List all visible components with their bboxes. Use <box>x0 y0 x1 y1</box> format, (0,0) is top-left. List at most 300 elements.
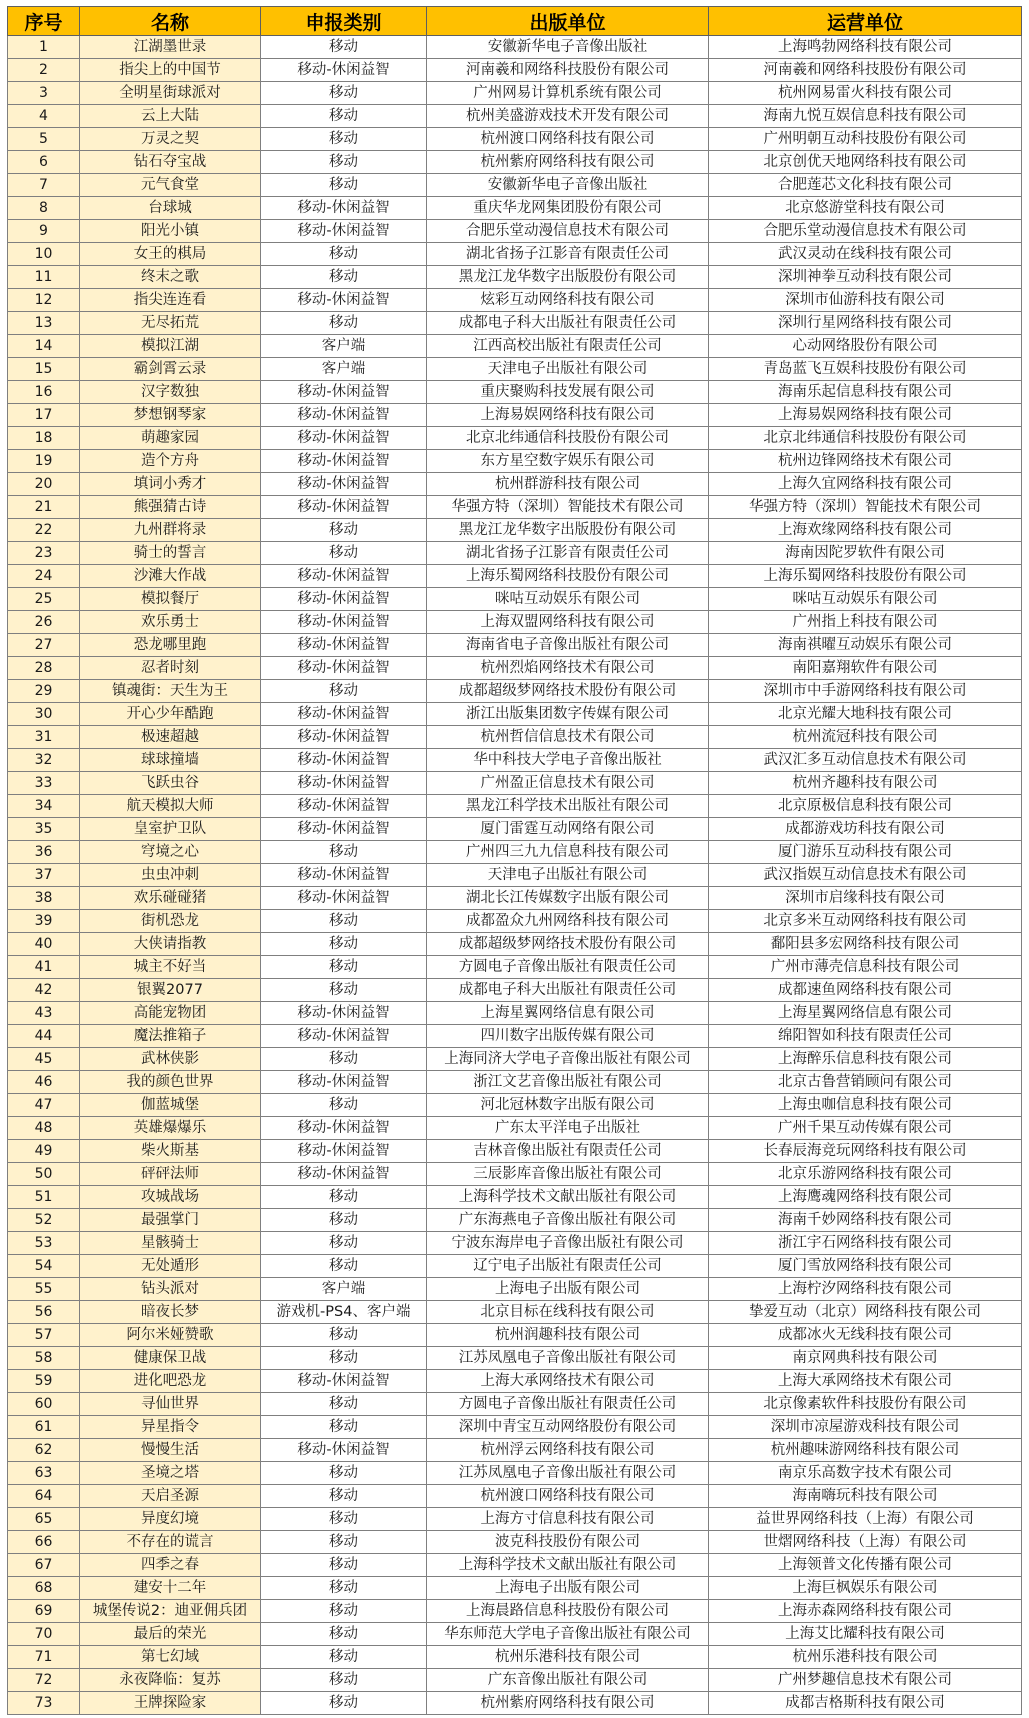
cell-name: 台球城 <box>80 197 261 220</box>
cell-category: 移动 <box>261 1623 427 1646</box>
cell-publisher: 河南羲和网络科技股份有限公司 <box>427 59 709 82</box>
cell-publisher: 炫彩互动网络科技有限公司 <box>427 289 709 312</box>
cell-index: 33 <box>8 772 80 795</box>
cell-name: 极速超越 <box>80 726 261 749</box>
cell-index: 46 <box>8 1071 80 1094</box>
cell-index: 2 <box>8 59 80 82</box>
cell-name: 圣境之塔 <box>80 1462 261 1485</box>
cell-index: 49 <box>8 1140 80 1163</box>
cell-name: 全明星街球派对 <box>80 82 261 105</box>
cell-operator: 合肥莲芯文化科技有限公司 <box>709 174 1022 197</box>
table-row <box>8 726 1022 749</box>
cell-index: 40 <box>8 933 80 956</box>
cell-index: 10 <box>8 243 80 266</box>
cell-name: 阳光小镇 <box>80 220 261 243</box>
cell-category: 移动 <box>261 1393 427 1416</box>
table-row <box>8 1094 1022 1117</box>
cell-operator: 绵阳智如科技有限责任公司 <box>709 1025 1022 1048</box>
cell-publisher: 成都电子科大出版社有限责任公司 <box>427 312 709 335</box>
cell-operator: 广州指上科技有限公司 <box>709 611 1022 634</box>
cell-category: 移动 <box>261 1669 427 1692</box>
game-approval-table <box>7 6 1022 1715</box>
cell-category: 移动-休闲益智 <box>261 657 427 680</box>
cell-name: 钻石夺宝战 <box>80 151 261 174</box>
cell-index: 5 <box>8 128 80 151</box>
cell-operator: 深圳市凉屋游戏科技有限公司 <box>709 1416 1022 1439</box>
cell-operator: 南阳嘉翔软件有限公司 <box>709 657 1022 680</box>
cell-category: 移动-休闲益智 <box>261 450 427 473</box>
cell-index: 38 <box>8 887 80 910</box>
cell-operator: 上海艾比耀科技有限公司 <box>709 1623 1022 1646</box>
cell-name: 欢乐碰碰猪 <box>80 887 261 910</box>
cell-operator: 杭州齐趣科技有限公司 <box>709 772 1022 795</box>
cell-operator: 浙江宇石网络科技有限公司 <box>709 1232 1022 1255</box>
cell-index: 32 <box>8 749 80 772</box>
cell-name: 骑士的誓言 <box>80 542 261 565</box>
cell-publisher: 深圳中青宝互动网络股份有限公司 <box>427 1416 709 1439</box>
cell-category: 移动-休闲益智 <box>261 1439 427 1462</box>
cell-category: 移动-休闲益智 <box>261 496 427 519</box>
table-row <box>8 1370 1022 1393</box>
table-row <box>8 151 1022 174</box>
cell-publisher: 三辰影库音像出版社有限公司 <box>427 1163 709 1186</box>
cell-publisher: 浙江出版集团数字传媒有限公司 <box>427 703 709 726</box>
cell-publisher: 黑龙江龙华数字出版股份有限公司 <box>427 519 709 542</box>
table-row <box>8 496 1022 519</box>
cell-index: 48 <box>8 1117 80 1140</box>
table-row <box>8 1025 1022 1048</box>
cell-index: 39 <box>8 910 80 933</box>
cell-category: 移动-休闲益智 <box>261 197 427 220</box>
cell-category: 移动 <box>261 1600 427 1623</box>
table-row <box>8 1140 1022 1163</box>
cell-category: 移动-休闲益智 <box>261 59 427 82</box>
cell-publisher: 方圆电子音像出版社有限责任公司 <box>427 1393 709 1416</box>
cell-operator: 上海久宜网络科技有限公司 <box>709 473 1022 496</box>
cell-operator: 上海乐蜀网络科技股份有限公司 <box>709 565 1022 588</box>
cell-index: 34 <box>8 795 80 818</box>
cell-operator: 深圳神拳互动科技有限公司 <box>709 266 1022 289</box>
cell-index: 45 <box>8 1048 80 1071</box>
cell-publisher: 江苏凤凰电子音像出版社有限公司 <box>427 1347 709 1370</box>
cell-publisher: 广州盈正信息技术有限公司 <box>427 772 709 795</box>
cell-operator: 挚爱互动（北京）网络科技有限公司 <box>709 1301 1022 1324</box>
cell-index: 4 <box>8 105 80 128</box>
cell-index: 3 <box>8 82 80 105</box>
cell-index: 7 <box>8 174 80 197</box>
cell-category: 移动 <box>261 174 427 197</box>
cell-publisher: 杭州润趣科技有限公司 <box>427 1324 709 1347</box>
table-row <box>8 1669 1022 1692</box>
cell-name: 镇魂街：天生为王 <box>80 680 261 703</box>
cell-name: 街机恐龙 <box>80 910 261 933</box>
cell-category: 移动 <box>261 979 427 1002</box>
table-row <box>8 979 1022 1002</box>
cell-operator: 深圳行星网络科技有限公司 <box>709 312 1022 335</box>
table-row <box>8 1163 1022 1186</box>
cell-name: 健康保卫战 <box>80 1347 261 1370</box>
cell-publisher: 黑龙江龙华数字出版股份有限公司 <box>427 266 709 289</box>
cell-category: 移动-休闲益智 <box>261 473 427 496</box>
cell-category: 移动 <box>261 1347 427 1370</box>
table-row <box>8 1186 1022 1209</box>
cell-publisher: 广东太平洋电子出版社 <box>427 1117 709 1140</box>
cell-index: 60 <box>8 1393 80 1416</box>
table-row <box>8 1554 1022 1577</box>
table-row <box>8 128 1022 151</box>
cell-operator: 深圳市启缘科技有限公司 <box>709 887 1022 910</box>
cell-operator: 上海欢缘网络科技有限公司 <box>709 519 1022 542</box>
cell-name: 虫虫冲刺 <box>80 864 261 887</box>
table-row <box>8 358 1022 381</box>
cell-name: 航天模拟大师 <box>80 795 261 818</box>
cell-category: 移动 <box>261 266 427 289</box>
cell-operator: 杭州乐港科技有限公司 <box>709 1646 1022 1669</box>
cell-publisher: 成都盈众九州网络科技有限公司 <box>427 910 709 933</box>
cell-operator: 杭州流冠科技有限公司 <box>709 726 1022 749</box>
cell-category: 移动 <box>261 1324 427 1347</box>
cell-operator: 咪咕互动娱乐有限公司 <box>709 588 1022 611</box>
table-body <box>8 36 1022 1715</box>
cell-publisher: 天津电子出版社有限公司 <box>427 358 709 381</box>
cell-category: 移动-休闲益智 <box>261 818 427 841</box>
cell-index: 50 <box>8 1163 80 1186</box>
cell-publisher: 河北冠林数字出版有限公司 <box>427 1094 709 1117</box>
cell-index: 64 <box>8 1485 80 1508</box>
cell-category: 移动 <box>261 680 427 703</box>
cell-operator: 北京光耀大地科技有限公司 <box>709 703 1022 726</box>
cell-index: 29 <box>8 680 80 703</box>
cell-category: 移动-休闲益智 <box>261 795 427 818</box>
cell-publisher: 上海双盟网络科技有限公司 <box>427 611 709 634</box>
cell-index: 15 <box>8 358 80 381</box>
cell-index: 21 <box>8 496 80 519</box>
cell-category: 客户端 <box>261 1278 427 1301</box>
cell-index: 28 <box>8 657 80 680</box>
cell-category: 移动-休闲益智 <box>261 381 427 404</box>
cell-publisher: 上海同济大学电子音像出版社有限公司 <box>427 1048 709 1071</box>
cell-publisher: 杭州渡口网络科技有限公司 <box>427 1485 709 1508</box>
cell-category: 移动-休闲益智 <box>261 1025 427 1048</box>
cell-publisher: 上海方寸信息科技有限公司 <box>427 1508 709 1531</box>
cell-publisher: 成都超级梦网络技术股份有限公司 <box>427 933 709 956</box>
cell-category: 客户端 <box>261 358 427 381</box>
cell-publisher: 成都超级梦网络技术股份有限公司 <box>427 680 709 703</box>
cell-name: 柴火斯基 <box>80 1140 261 1163</box>
cell-publisher: 重庆华龙网集团股份有限公司 <box>427 197 709 220</box>
cell-operator: 成都吉格斯科技有限公司 <box>709 1692 1022 1715</box>
cell-operator: 成都冰火无线科技有限公司 <box>709 1324 1022 1347</box>
table-row <box>8 266 1022 289</box>
cell-category: 移动-休闲益智 <box>261 864 427 887</box>
header-category: 申报类别 <box>261 7 427 36</box>
table-row <box>8 772 1022 795</box>
table-row <box>8 1209 1022 1232</box>
cell-category: 移动-休闲益智 <box>261 1370 427 1393</box>
cell-operator: 武汉灵动在线科技有限公司 <box>709 243 1022 266</box>
cell-index: 55 <box>8 1278 80 1301</box>
cell-name: 砰砰法师 <box>80 1163 261 1186</box>
cell-publisher: 杭州紫府网络科技有限公司 <box>427 1692 709 1715</box>
cell-category: 移动 <box>261 1531 427 1554</box>
cell-name: 高能宠物团 <box>80 1002 261 1025</box>
cell-category: 移动-休闲益智 <box>261 427 427 450</box>
cell-publisher: 杭州烈焰网络技术有限公司 <box>427 657 709 680</box>
cell-category: 移动 <box>261 933 427 956</box>
cell-operator: 上海柠汐网络科技有限公司 <box>709 1278 1022 1301</box>
cell-name: 万灵之契 <box>80 128 261 151</box>
cell-category: 移动 <box>261 1232 427 1255</box>
table-row <box>8 1462 1022 1485</box>
table-row <box>8 611 1022 634</box>
table-row <box>8 818 1022 841</box>
cell-operator: 青岛蓝飞互娱科技股份有限公司 <box>709 358 1022 381</box>
cell-publisher: 上海大承网络技术有限公司 <box>427 1370 709 1393</box>
cell-category: 移动 <box>261 1462 427 1485</box>
cell-name: 魔法推箱子 <box>80 1025 261 1048</box>
cell-operator: 海南嗨玩科技有限公司 <box>709 1485 1022 1508</box>
table-row <box>8 864 1022 887</box>
table-row <box>8 381 1022 404</box>
table-row <box>8 1002 1022 1025</box>
cell-index: 54 <box>8 1255 80 1278</box>
cell-index: 36 <box>8 841 80 864</box>
cell-publisher: 杭州浮云网络科技有限公司 <box>427 1439 709 1462</box>
cell-publisher: 上海晨路信息科技股份有限公司 <box>427 1600 709 1623</box>
cell-index: 6 <box>8 151 80 174</box>
cell-index: 16 <box>8 381 80 404</box>
cell-publisher: 江苏凤凰电子音像出版社有限公司 <box>427 1462 709 1485</box>
cell-category: 移动 <box>261 1048 427 1071</box>
cell-publisher: 合肥乐堂动漫信息技术有限公司 <box>427 220 709 243</box>
cell-name: 霸剑霄云录 <box>80 358 261 381</box>
cell-publisher: 海南省电子音像出版社有限公司 <box>427 634 709 657</box>
header-operator: 运营单位 <box>709 7 1022 36</box>
cell-name: 模拟餐厅 <box>80 588 261 611</box>
table-row <box>8 1600 1022 1623</box>
cell-name: 永夜降临：复苏 <box>80 1669 261 1692</box>
cell-name: 飞跃虫谷 <box>80 772 261 795</box>
cell-operator: 北京古鲁营销顾问有限公司 <box>709 1071 1022 1094</box>
cell-operator: 上海赤森网络科技有限公司 <box>709 1600 1022 1623</box>
cell-name: 模拟江湖 <box>80 335 261 358</box>
table-row <box>8 565 1022 588</box>
cell-name: 我的颜色世界 <box>80 1071 261 1094</box>
cell-category: 移动-休闲益智 <box>261 634 427 657</box>
cell-index: 68 <box>8 1577 80 1600</box>
cell-name: 球球撞墙 <box>80 749 261 772</box>
cell-publisher: 辽宁电子出版社有限责任公司 <box>427 1255 709 1278</box>
cell-name: 忍者时刻 <box>80 657 261 680</box>
cell-category: 客户端 <box>261 335 427 358</box>
cell-index: 65 <box>8 1508 80 1531</box>
cell-category: 移动-休闲益智 <box>261 1071 427 1094</box>
cell-category: 移动 <box>261 519 427 542</box>
cell-index: 1 <box>8 36 80 59</box>
cell-name: 最强掌门 <box>80 1209 261 1232</box>
cell-operator: 广州千果互动传媒有限公司 <box>709 1117 1022 1140</box>
cell-operator: 上海领普文化传播有限公司 <box>709 1554 1022 1577</box>
cell-category: 移动 <box>261 910 427 933</box>
cell-publisher: 浙江文艺音像出版社有限公司 <box>427 1071 709 1094</box>
cell-name: 云上大陆 <box>80 105 261 128</box>
cell-index: 41 <box>8 956 80 979</box>
table-row <box>8 1416 1022 1439</box>
cell-category: 移动 <box>261 1485 427 1508</box>
cell-category: 移动-休闲益智 <box>261 749 427 772</box>
cell-publisher: 江西高校出版社有限责任公司 <box>427 335 709 358</box>
cell-name: 异星指令 <box>80 1416 261 1439</box>
cell-name: 皇室护卫队 <box>80 818 261 841</box>
cell-operator: 鄱阳县多宏网络科技有限公司 <box>709 933 1022 956</box>
cell-category: 移动 <box>261 1508 427 1531</box>
table-row <box>8 749 1022 772</box>
cell-name: 造个方舟 <box>80 450 261 473</box>
cell-publisher: 成都电子科大出版社有限责任公司 <box>427 979 709 1002</box>
cell-publisher: 上海电子出版有限公司 <box>427 1278 709 1301</box>
cell-operator: 武汉汇多互动信息技术有限公司 <box>709 749 1022 772</box>
cell-name: 武林侠影 <box>80 1048 261 1071</box>
header-index: 序号 <box>8 7 80 36</box>
cell-name: 暗夜长梦 <box>80 1301 261 1324</box>
table-row <box>8 1301 1022 1324</box>
cell-name: 不存在的谎言 <box>80 1531 261 1554</box>
table-row <box>8 59 1022 82</box>
cell-operator: 北京多米互动网络科技有限公司 <box>709 910 1022 933</box>
cell-publisher: 上海易娱网络科技有限公司 <box>427 404 709 427</box>
cell-operator: 北京创优天地网络科技有限公司 <box>709 151 1022 174</box>
cell-publisher: 杭州群游科技有限公司 <box>427 473 709 496</box>
cell-index: 11 <box>8 266 80 289</box>
cell-operator: 南京网典科技有限公司 <box>709 1347 1022 1370</box>
cell-category: 移动 <box>261 1209 427 1232</box>
cell-category: 移动-休闲益智 <box>261 611 427 634</box>
cell-name: 指尖上的中国节 <box>80 59 261 82</box>
cell-name: 异度幻境 <box>80 1508 261 1531</box>
cell-name: 无尽拓荒 <box>80 312 261 335</box>
table-row <box>8 404 1022 427</box>
cell-name: 伽蓝城堡 <box>80 1094 261 1117</box>
table-row <box>8 657 1022 680</box>
cell-publisher: 广州四三九九信息科技有限公司 <box>427 841 709 864</box>
table-row <box>8 1324 1022 1347</box>
cell-index: 67 <box>8 1554 80 1577</box>
cell-publisher: 厦门雷霆互动网络有限公司 <box>427 818 709 841</box>
cell-index: 52 <box>8 1209 80 1232</box>
cell-publisher: 广东音像出版社有限公司 <box>427 1669 709 1692</box>
cell-name: 第七幻域 <box>80 1646 261 1669</box>
cell-operator: 上海星翼网络信息有限公司 <box>709 1002 1022 1025</box>
table-row <box>8 795 1022 818</box>
table-row <box>8 519 1022 542</box>
cell-operator: 武汉指娱互动信息技术有限公司 <box>709 864 1022 887</box>
cell-name: 欢乐勇士 <box>80 611 261 634</box>
cell-index: 42 <box>8 979 80 1002</box>
cell-index: 70 <box>8 1623 80 1646</box>
cell-category: 移动 <box>261 542 427 565</box>
cell-name: 天启圣源 <box>80 1485 261 1508</box>
cell-operator: 厦门游乐互动科技有限公司 <box>709 841 1022 864</box>
table-row <box>8 1347 1022 1370</box>
table-row <box>8 1232 1022 1255</box>
table-row <box>8 197 1022 220</box>
cell-operator: 北京像素软件科技股份有限公司 <box>709 1393 1022 1416</box>
cell-category: 移动 <box>261 1646 427 1669</box>
table-row <box>8 220 1022 243</box>
cell-name: 指尖连连看 <box>80 289 261 312</box>
cell-index: 12 <box>8 289 80 312</box>
cell-name: 开心少年酷跑 <box>80 703 261 726</box>
cell-name: 熊强猜古诗 <box>80 496 261 519</box>
cell-operator: 益世界网络科技（上海）有限公司 <box>709 1508 1022 1531</box>
cell-index: 63 <box>8 1462 80 1485</box>
cell-category: 移动 <box>261 1094 427 1117</box>
cell-operator: 世熠网络科技（上海）有限公司 <box>709 1531 1022 1554</box>
cell-operator: 广州市薄壳信息科技有限公司 <box>709 956 1022 979</box>
cell-publisher: 黑龙江科学技术出版社有限公司 <box>427 795 709 818</box>
cell-index: 22 <box>8 519 80 542</box>
cell-operator: 心动网络股份有限公司 <box>709 335 1022 358</box>
cell-name: 阿尔米娅赞歌 <box>80 1324 261 1347</box>
cell-index: 62 <box>8 1439 80 1462</box>
table-row <box>8 1485 1022 1508</box>
cell-name: 建安十二年 <box>80 1577 261 1600</box>
table-row <box>8 82 1022 105</box>
cell-publisher: 波克科技股份有限公司 <box>427 1531 709 1554</box>
cell-index: 27 <box>8 634 80 657</box>
table-row <box>8 680 1022 703</box>
cell-index: 23 <box>8 542 80 565</box>
cell-index: 24 <box>8 565 80 588</box>
cell-category: 移动-休闲益智 <box>261 1117 427 1140</box>
cell-operator: 北京乐游网络科技有限公司 <box>709 1163 1022 1186</box>
cell-category: 移动-休闲益智 <box>261 404 427 427</box>
cell-name: 最后的荣光 <box>80 1623 261 1646</box>
cell-name: 九州群将录 <box>80 519 261 542</box>
cell-category: 移动-休闲益智 <box>261 1163 427 1186</box>
table-row <box>8 450 1022 473</box>
cell-name: 钻头派对 <box>80 1278 261 1301</box>
cell-index: 71 <box>8 1646 80 1669</box>
cell-name: 城主不好当 <box>80 956 261 979</box>
table-row <box>8 335 1022 358</box>
table-row <box>8 1278 1022 1301</box>
cell-operator: 上海鹰魂网络科技有限公司 <box>709 1186 1022 1209</box>
cell-publisher: 华东师范大学电子音像出版社有限公司 <box>427 1623 709 1646</box>
cell-index: 19 <box>8 450 80 473</box>
cell-index: 61 <box>8 1416 80 1439</box>
cell-category: 移动-休闲益智 <box>261 220 427 243</box>
cell-name: 沙滩大作战 <box>80 565 261 588</box>
cell-operator: 长春辰海竞玩网络科技有限公司 <box>709 1140 1022 1163</box>
table-row <box>8 427 1022 450</box>
cell-name: 梦想钢琴家 <box>80 404 261 427</box>
spreadsheet <box>7 6 1021 1715</box>
cell-name: 女王的棋局 <box>80 243 261 266</box>
table-row <box>8 887 1022 910</box>
cell-publisher: 方圆电子音像出版社有限责任公司 <box>427 956 709 979</box>
table-row <box>8 174 1022 197</box>
cell-publisher: 杭州渡口网络科技有限公司 <box>427 128 709 151</box>
cell-index: 72 <box>8 1669 80 1692</box>
cell-name: 进化吧恐龙 <box>80 1370 261 1393</box>
cell-publisher: 广州网易计算机系统有限公司 <box>427 82 709 105</box>
cell-index: 66 <box>8 1531 80 1554</box>
cell-publisher: 湖北长江传媒数字出版有限公司 <box>427 887 709 910</box>
cell-publisher: 杭州美盛游戏技术开发有限公司 <box>427 105 709 128</box>
header-name: 名称 <box>80 7 261 36</box>
cell-operator: 上海鸣勃网络科技有限公司 <box>709 36 1022 59</box>
